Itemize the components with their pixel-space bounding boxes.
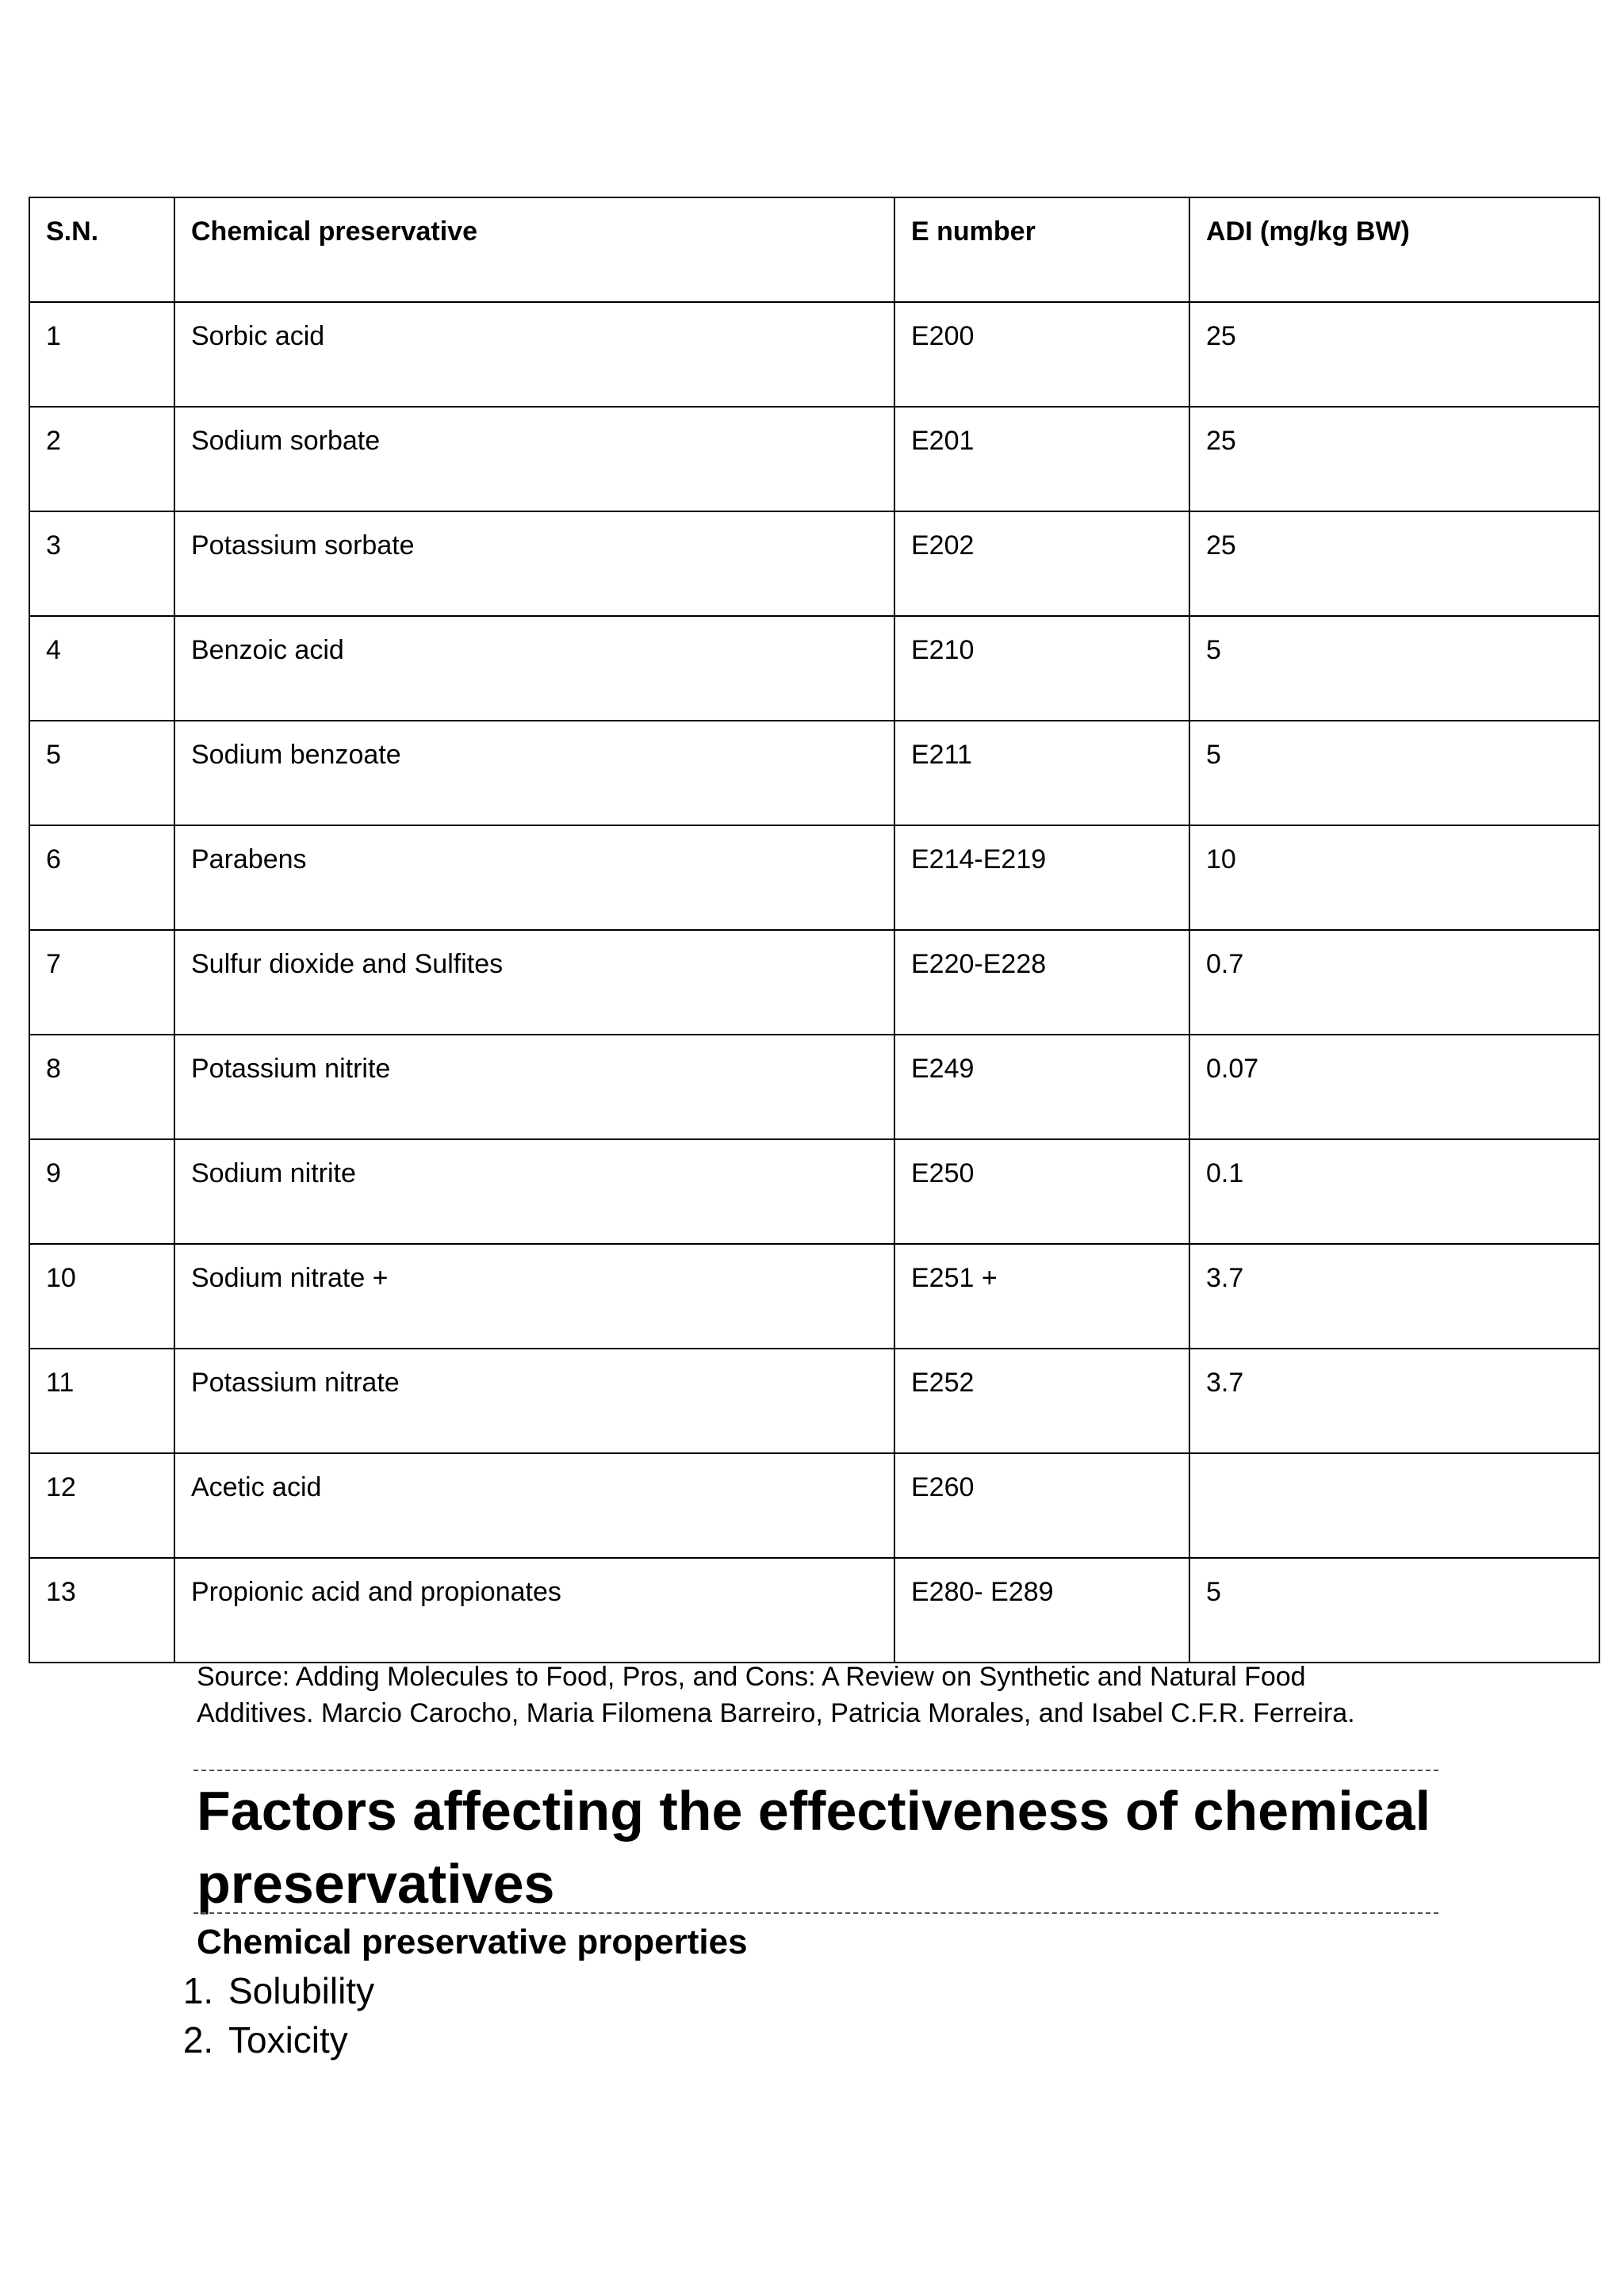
sub-heading: Chemical preservative properties	[197, 1923, 748, 1961]
table-row	[29, 1349, 1599, 1453]
cell-preservative: Sodium benzoate	[174, 721, 894, 825]
cell-preservative: Sodium sorbate	[174, 407, 894, 511]
cell-sn: 8	[29, 1035, 174, 1139]
cell-preservative: Sodium nitrate +	[174, 1244, 894, 1349]
cell-adi: 25	[1189, 407, 1599, 511]
cell-adi: 25	[1189, 511, 1599, 616]
cell-adi: 3.7	[1189, 1244, 1599, 1349]
cell-sn: 4	[29, 616, 174, 721]
cell-e-number: E249	[894, 1035, 1189, 1139]
list-item: 1. Solubility	[224, 1966, 374, 2015]
cell-sn: 1	[29, 302, 174, 407]
cell-sn: 7	[29, 930, 174, 1035]
section-heading: Factors affecting the effectiveness of chemical preservatives	[197, 1780, 1431, 1915]
properties-list	[159, 1966, 374, 2064]
cell-adi: 5	[1189, 1558, 1599, 1663]
table-row	[29, 511, 1599, 616]
cell-e-number: E252	[894, 1349, 1189, 1453]
table-row	[29, 302, 1599, 407]
table-row	[29, 825, 1599, 930]
table-row	[29, 407, 1599, 511]
source-line-2: Additives. Marcio Carocho, Maria Filomena Barreiro, Patricia Morales, and Isabel C.F.R. Ferreira.	[197, 1698, 1355, 1728]
cell-sn: 6	[29, 825, 174, 930]
cell-preservative: Parabens	[174, 825, 894, 930]
cell-adi: 0.07	[1189, 1035, 1599, 1139]
cell-e-number: E251 +	[894, 1244, 1189, 1349]
cell-preservative: Acetic acid	[174, 1453, 894, 1558]
table-row	[29, 1558, 1599, 1663]
table-row	[29, 721, 1599, 825]
cell-sn: 3	[29, 511, 174, 616]
cell-sn: 9	[29, 1139, 174, 1244]
table-row	[29, 1244, 1599, 1349]
cell-e-number: E250	[894, 1139, 1189, 1244]
cell-adi: 0.1	[1189, 1139, 1599, 1244]
cell-adi: 5	[1189, 721, 1599, 825]
cell-adi: 10	[1189, 825, 1599, 930]
table-row	[29, 1035, 1599, 1139]
cell-adi: 3.7	[1189, 1349, 1599, 1453]
source-citation	[197, 1659, 1481, 1732]
cell-e-number: E201	[894, 407, 1189, 511]
cell-e-number: E200	[894, 302, 1189, 407]
cell-e-number: E214-E219	[894, 825, 1189, 930]
table-header-row	[29, 197, 1599, 302]
table-row	[29, 1453, 1599, 1558]
cell-adi: 25	[1189, 302, 1599, 407]
cell-e-number: E202	[894, 511, 1189, 616]
cell-sn: 2	[29, 407, 174, 511]
cell-sn: 10	[29, 1244, 174, 1349]
divider-top	[193, 1770, 1438, 1771]
cell-sn: 12	[29, 1453, 174, 1558]
list-item: 2. Toxicity	[224, 2015, 374, 2064]
cell-preservative: Sodium nitrite	[174, 1139, 894, 1244]
header-sn: S.N.	[29, 197, 174, 302]
cell-adi: 5	[1189, 616, 1599, 721]
cell-preservative: Sulfur dioxide and Sulfites	[174, 930, 894, 1035]
cell-e-number: E211	[894, 721, 1189, 825]
cell-e-number: E260	[894, 1453, 1189, 1558]
preservatives-table	[29, 197, 1600, 1663]
header-chemical-preservative: Chemical preservative	[174, 197, 894, 302]
cell-e-number: E210	[894, 616, 1189, 721]
cell-adi	[1189, 1453, 1599, 1558]
source-line-1: Source: Adding Molecules to Food, Pros, and Cons: A Review on Synthetic and Natural Food	[197, 1662, 1306, 1692]
divider-bottom	[193, 1912, 1438, 1914]
cell-preservative: Potassium nitrate	[174, 1349, 894, 1453]
cell-preservative: Propionic acid and propionates	[174, 1558, 894, 1663]
cell-sn: 11	[29, 1349, 174, 1453]
cell-preservative: Potassium nitrite	[174, 1035, 894, 1139]
table-row	[29, 930, 1599, 1035]
table-row	[29, 616, 1599, 721]
cell-sn: 13	[29, 1558, 174, 1663]
cell-adi: 0.7	[1189, 930, 1599, 1035]
cell-preservative: Sorbic acid	[174, 302, 894, 407]
cell-e-number: E280- E289	[894, 1558, 1189, 1663]
cell-e-number: E220-E228	[894, 930, 1189, 1035]
cell-sn: 5	[29, 721, 174, 825]
header-adi: ADI (mg/kg BW)	[1189, 197, 1599, 302]
cell-preservative: Benzoic acid	[174, 616, 894, 721]
table-row	[29, 1139, 1599, 1244]
cell-preservative: Potassium sorbate	[174, 511, 894, 616]
header-e-number: E number	[894, 197, 1189, 302]
